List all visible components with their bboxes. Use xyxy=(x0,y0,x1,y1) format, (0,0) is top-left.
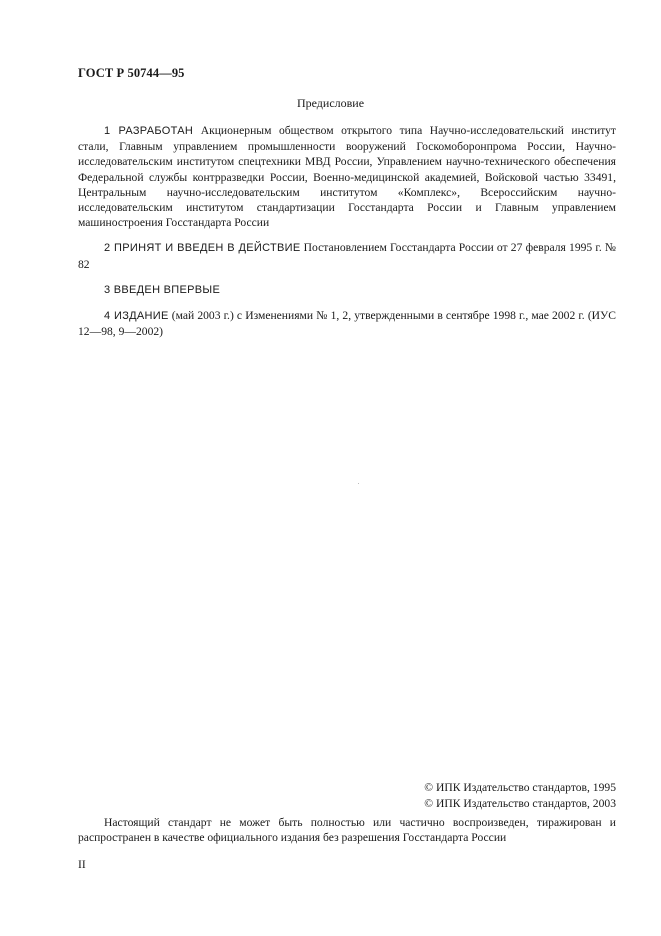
preface-item-4-lead: 4 ИЗДАНИЕ xyxy=(104,310,169,323)
copyright-line-1995: © ИПК Издательство стандартов, 1995 xyxy=(424,781,616,794)
copyright-block xyxy=(424,780,616,812)
preface-item-4 xyxy=(78,308,616,339)
preface-item-4-text: (май 2003 г.) с Изменениями № 1, 2, утвержденными в сентябре 1998 г., мае 2002 г. (ИУС 12—98, 9—2002) xyxy=(78,309,616,339)
preface-item-3-lead: 3 ВВЕДЕН ВПЕРВЫЕ xyxy=(104,283,221,296)
copyright-line-2003: © ИПК Издательство стандартов, 2003 xyxy=(424,797,616,810)
preface-item-2-text: Постановлением Госстандарта России от 27 февраля 1995 г. № 82 xyxy=(78,241,616,271)
page-number: II xyxy=(78,858,86,871)
preface-title: Предисловие xyxy=(296,96,365,110)
preface-item-1-text: Акционерным обществом открытого типа Научно-исследовательский институт стали, Главным управлением промышленности вооружений Госкомоборонпрома России, Научно-исследовательским институтом спецтехники МВД России, Управлением научно-технического обеспечения Федеральной службы контрразведки России, Военно-медицинской академией, Войсковой частью 33491, Центральным научно-исследовательским институтом «Комплекс», Всероссийским научно-исследовательским институтом стандартизации Госстандарта России и Главным управлением машиностроения Госстандарта России xyxy=(78,124,616,230)
preface-item-1 xyxy=(78,123,616,230)
preface-item-2 xyxy=(78,240,616,271)
preface-item-1-lead: 1 РАЗРАБОТАН xyxy=(104,125,194,137)
standard-id-header: ГОСТ Р 50744—95 xyxy=(78,66,185,80)
scan-speck xyxy=(358,483,359,484)
preface-body xyxy=(78,123,616,349)
preface-item-3 xyxy=(78,282,616,298)
preface-item-2-lead: 2 ПРИНЯТ И ВВЕДЕН В ДЕЙСТВИЕ xyxy=(104,242,301,255)
reproduction-notice: Настоящий стандарт не может быть полностью или частично воспроизведен, тиражирован и распространен в качестве официального издания без разрешения Госстандарта России xyxy=(78,816,616,845)
